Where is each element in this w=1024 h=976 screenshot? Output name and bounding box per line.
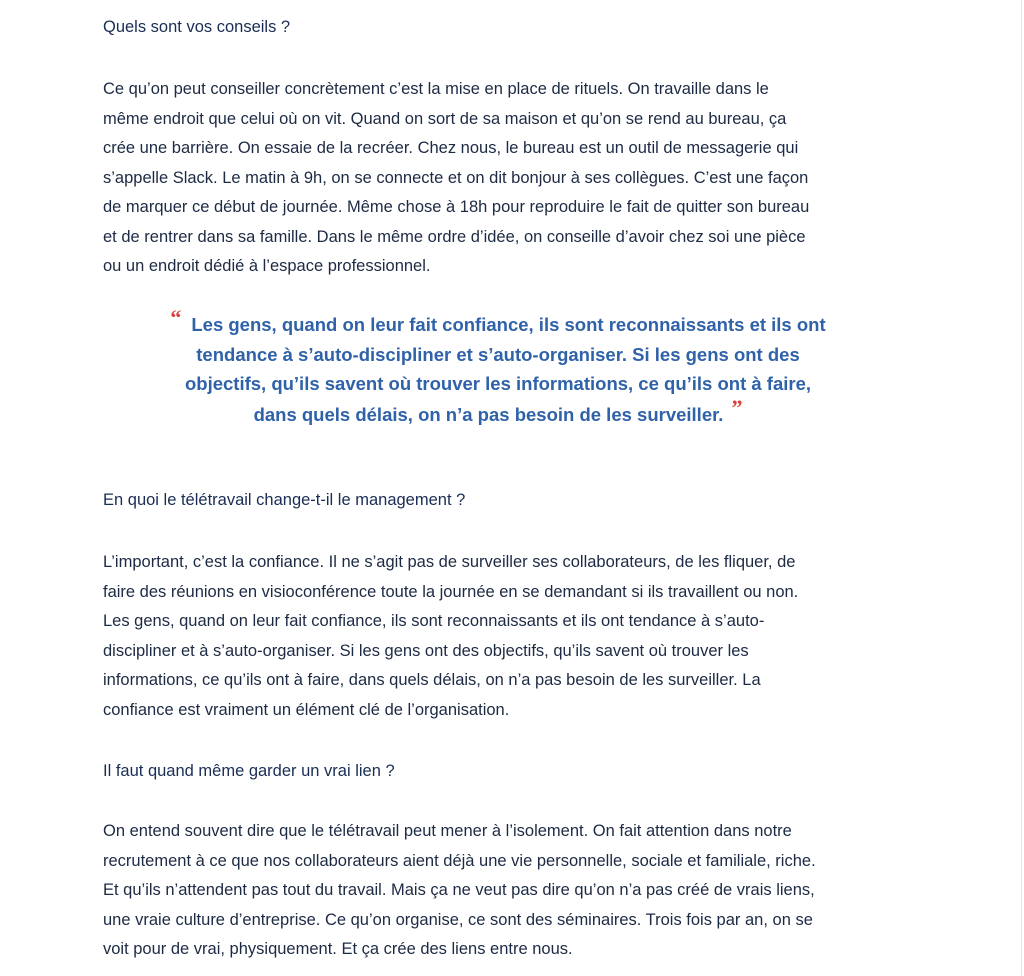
open-quote-mark: “ <box>170 305 182 330</box>
paragraph-line: de marquer ce début de journée. Même chose à 18h pour reproduire le fait de quitter son bureau <box>103 198 810 216</box>
question-heading-management: En quoi le télétravail change-t-il le management ? <box>103 491 466 509</box>
paragraph-line: confiance est vraiment un élément clé de l’organisation. <box>103 700 510 719</box>
answer-paragraph-lien <box>103 817 913 965</box>
close-quote-mark: ” <box>731 395 743 421</box>
paragraph-line: faire des réunions en visioconférence toute la journée en se demandant si ils travaillent ou non. <box>103 582 799 601</box>
pull-quote-text: dans quels délais, on n’a pas besoin de les surveiller. <box>253 404 724 426</box>
answer-paragraph-management <box>103 548 913 725</box>
pull-quote-line: objectifs, qu’ils savent où trouver les informations, ce qu’ils ont à faire, <box>184 373 812 395</box>
pull-quote-text: Les gens, quand on leur fait confiance, ils sont reconnaissants et ils ont <box>191 314 826 335</box>
paragraph-line: recrutement à ce que nos collaborateurs aient déjà une vie personnelle, sociale et familiale, riche. <box>103 851 816 870</box>
paragraph-line: une vraie culture d’entreprise. Ce qu’on organise, ce sont des séminaires. Trois fois par an, on se <box>103 910 813 929</box>
question-heading-lien: Il faut quand même garder un vrai lien ? <box>103 762 395 780</box>
paragraph-line: s’appelle Slack. Le matin à 9h, on se connecte et on dit bonjour à ses collègues. C’est une façon <box>103 168 809 187</box>
paragraph-line: Ce qu’on peut conseiller concrètement c’est la mise en place de rituels. On travaille dans le <box>103 80 769 98</box>
page-edge-divider <box>1021 0 1022 976</box>
paragraph-line: même endroit que celui où on vit. Quand on sort de sa maison et qu’on se rend au bureau, ça <box>103 109 787 128</box>
answer-paragraph-conseils <box>103 75 913 282</box>
paragraph-line: crée une barrière. On essaie de la recréer. Chez nous, le bureau est un outil de messagerie qui <box>103 139 799 157</box>
paragraph-line: informations, ce qu’ils ont à faire, dans quels délais, on n’a pas besoin de les surveiller. La <box>103 671 761 689</box>
pull-quote-line <box>148 305 848 340</box>
paragraph-line: ou un endroit dédié à l’espace professionnel. <box>103 257 431 275</box>
pull-quote <box>148 305 848 430</box>
paragraph-line: et de rentrer dans sa famille. Dans le même ordre d’idée, on conseille d’avoir chez soi une pièce <box>103 227 806 246</box>
paragraph-line: voit pour de vrai, physiquement. Et ça crée des liens entre nous. <box>103 940 573 958</box>
paragraph-line: Et qu’ils n’attendent pas tout du travail. Mais ça ne veut pas dire qu’on n’a pas créé de vrais liens, <box>103 881 815 899</box>
pull-quote-line <box>148 395 848 430</box>
pull-quote-line: tendance à s’auto-discipliner et s’auto-organiser. Si les gens ont des <box>196 343 800 365</box>
paragraph-line: Les gens, quand on leur fait confiance, ils sont reconnaissants et ils ont tendance à s’auto- <box>103 612 765 630</box>
question-heading-conseils: Quels sont vos conseils ? <box>103 18 291 36</box>
paragraph-line: L’important, c’est la confiance. Il ne s’agit pas de surveiller ses collaborateurs, de les fliquer, de <box>103 553 796 571</box>
paragraph-line: On entend souvent dire que le télétravail peut mener à l’isolement. On fait attention dans notre <box>103 822 792 840</box>
paragraph-line: discipliner et à s’auto-organiser. Si les gens ont des objectifs, qu’ils savent où trouver les <box>103 641 749 660</box>
